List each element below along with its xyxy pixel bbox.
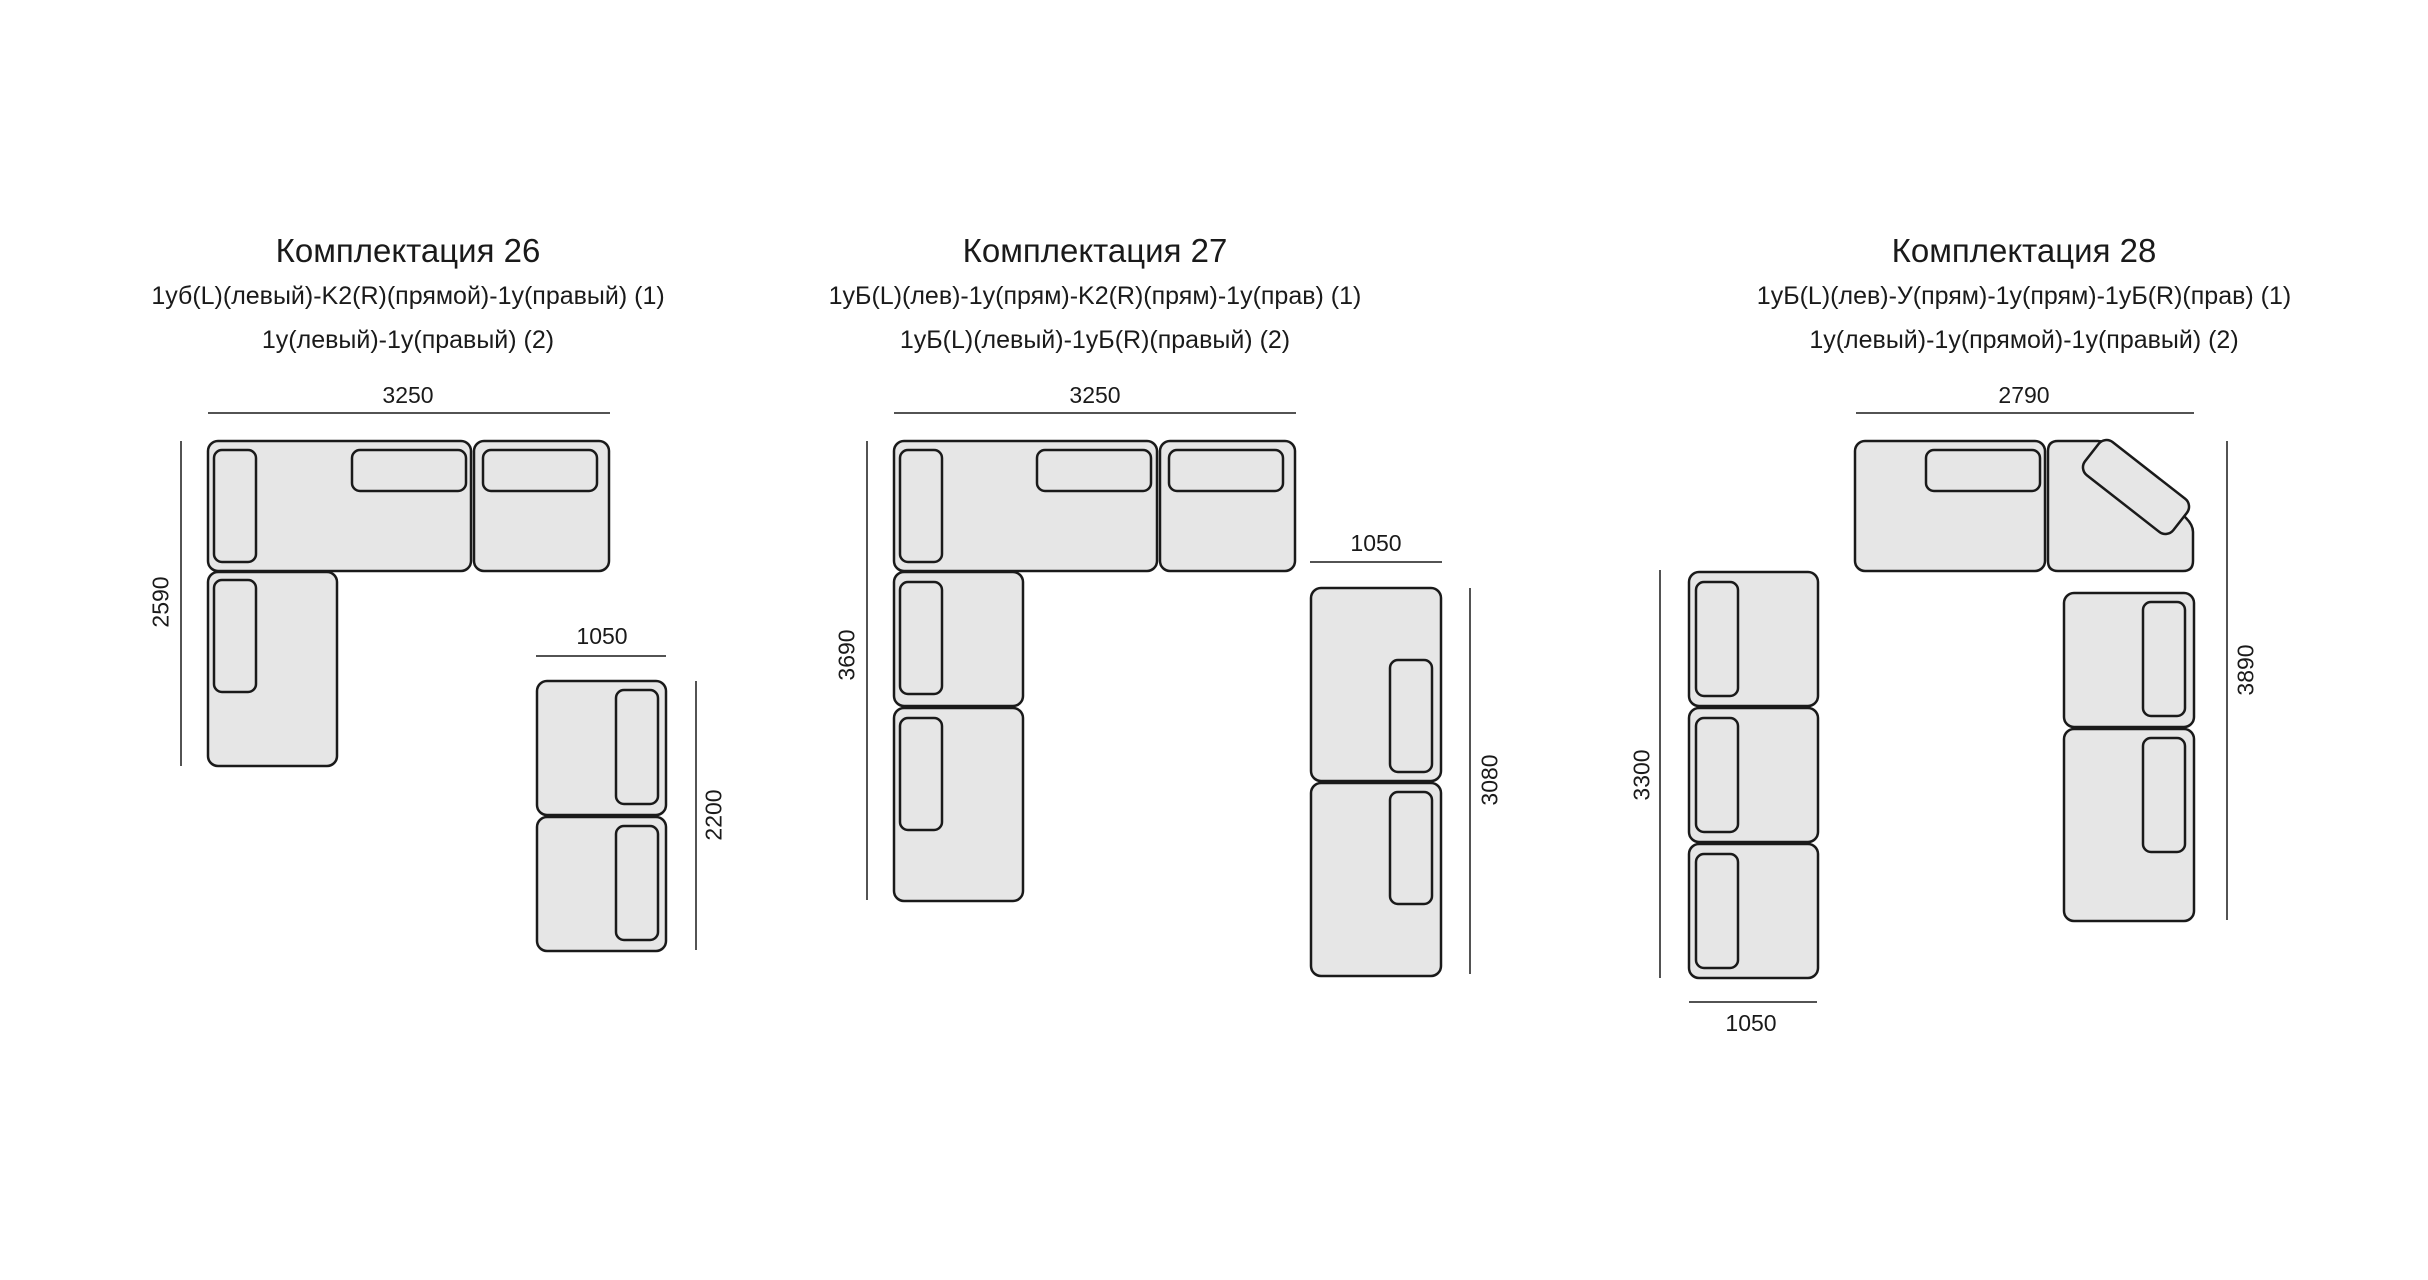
armrest-cushion	[2143, 602, 2185, 716]
config-line-1: 1уб(L)(левый)-K2(R)(прямой)-1у(правый) (1)	[151, 282, 665, 310]
config-line-2: 1уБ(L)(левый)-1уБ(R)(правый) (2)	[899, 326, 1291, 354]
sofa-layout-1	[1855, 436, 2194, 921]
dim-height-main: 3890	[2232, 644, 2259, 696]
armrest-cushion	[1696, 854, 1738, 968]
config-line-1: 1уБ(L)(лев)-1у(прям)-K2(R)(прям)-1у(прав) (1)	[828, 282, 1362, 310]
dim-height-alt: 3080	[1476, 754, 1503, 806]
back-cushion	[1926, 450, 2040, 491]
dim-width-alt: 1050	[576, 623, 628, 649]
dim-height-alt: 2200	[700, 789, 727, 841]
dim-height-alt: 3300	[1628, 749, 1655, 801]
config-line-1: 1уБ(L)(лев)-У(прям)-1у(прям)-1уБ(R)(прав) (1)	[1756, 282, 2292, 310]
config-title: Комплектация 26	[275, 232, 541, 269]
armrest-cushion	[2143, 738, 2185, 852]
dim-width-main: 3250	[1069, 382, 1121, 408]
dim-height-main: 3690	[833, 629, 860, 681]
dim-width-main: 2790	[1998, 382, 2050, 408]
dim-width-alt: 1050	[1350, 530, 1402, 556]
armrest-cushion	[1696, 718, 1738, 832]
sofa-layout-2	[1689, 572, 1818, 978]
dim-width-alt: 1050	[1725, 1010, 1777, 1036]
config-title: Комплектация 27	[962, 232, 1228, 269]
config-line-2: 1у(левый)-1у(прямой)-1у(правый) (2)	[1809, 326, 2239, 354]
config-line-2: 1у(левый)-1у(правый) (2)	[261, 326, 555, 354]
dim-height-main: 2590	[147, 576, 174, 628]
dim-width-main: 3250	[382, 382, 434, 408]
config-title: Комплектация 28	[1891, 232, 2157, 269]
armrest-cushion	[1696, 582, 1738, 696]
